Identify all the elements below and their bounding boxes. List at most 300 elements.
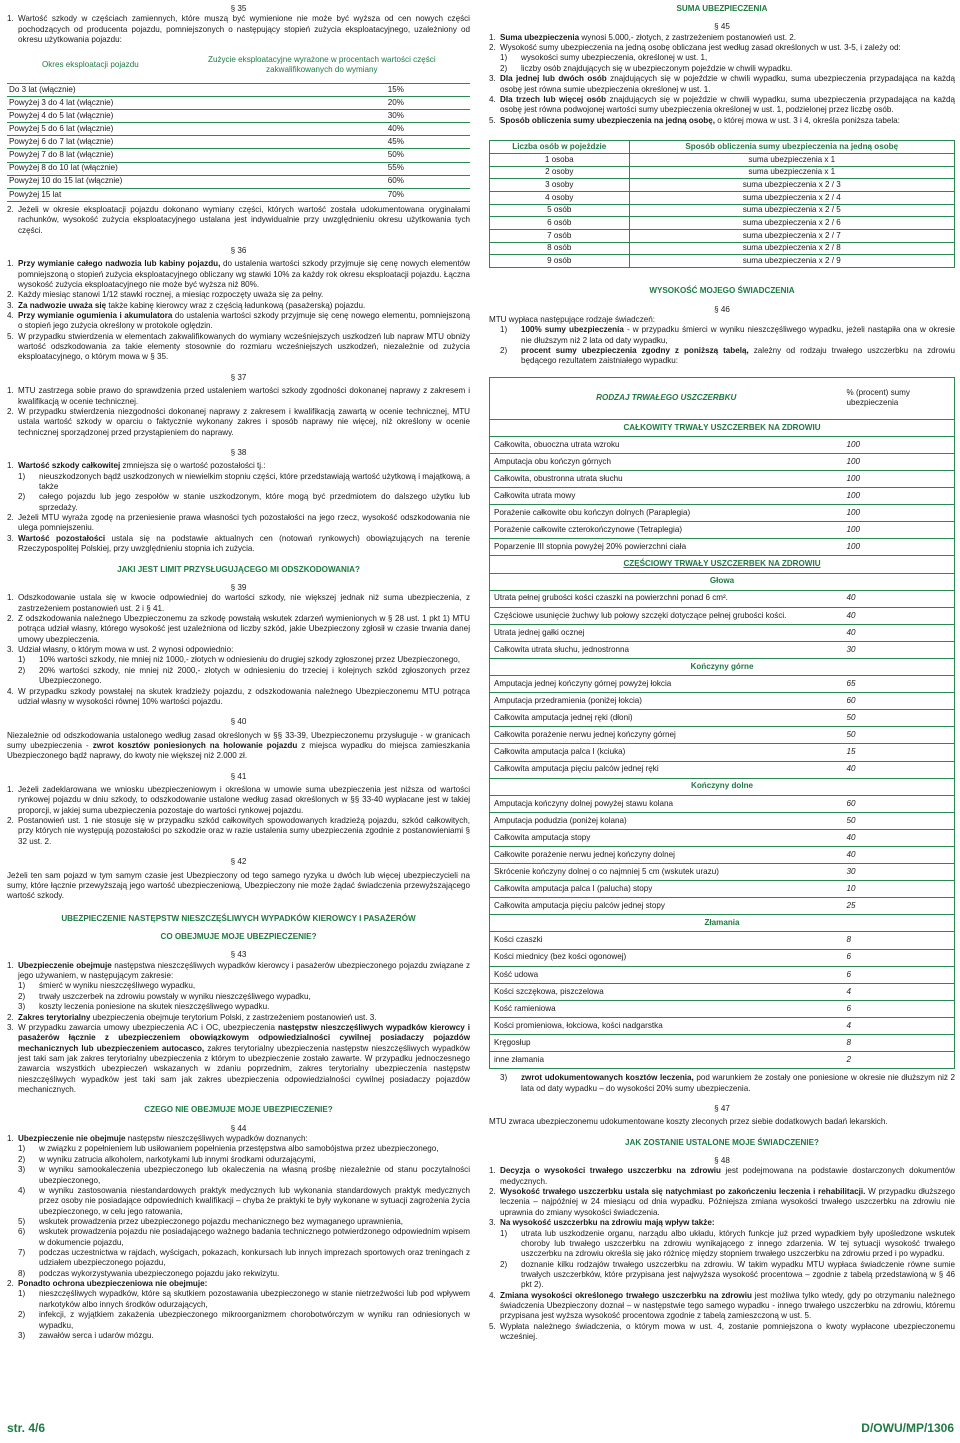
table-row (490, 505, 955, 522)
para-46-2-bold: procent sumy ubezpieczenia zgodny z poniższą tabelą, (521, 345, 749, 355)
table-row (490, 242, 955, 255)
wear-percent-cell: 45% (174, 136, 470, 149)
para-45-2: Wysokość sumy ubezpieczenia na jedną osobę obliczana jest według zasad określonych w ust. 3-5, i zależy od: (500, 43, 901, 53)
injury-percent-cell: 40 (843, 624, 955, 641)
injury-percent-cell: 2 (843, 1052, 955, 1069)
table-row (490, 217, 955, 230)
para-46-3-bold: zwrot udokumentowanych kosztów leczenia, (521, 1073, 694, 1083)
section-45-heading: § 45 (714, 22, 730, 32)
para-48-2: W przypadku dłuższego leczenia – najpóźniej w 24 miesiącu od dnia wypadku. Późniejsza zmiana wysokości trwałego uszczerbku na zdrowiu nie uprawnia do zmiany wysokości świadczenia. (500, 1187, 955, 1217)
wear-percent-cell: 50% (174, 149, 470, 162)
para-46-1-bold: 100% sumy ubezpieczenia (521, 325, 624, 335)
table-row (490, 436, 955, 453)
para-37-2: W przypadku stwierdzenia niezgodności dokonanej naprawy z zakresem i kwalifikacją zawartą w ocenie technicznej, MTU ustala wartość szkody w oparciu o faktycznie wykonany zakres i sposób naprawy nie więcej, niż określony w ocenie technicznej sporządzonej przed przystąpieniem do naprawy. (18, 406, 470, 437)
para-37-1: MTU zastrzega sobie prawo do sprawdzenia przed ustaleniem wartości szkody zgodności dokonanej naprawy z zakresem i kwalifikacją w ocenie technicznej. (18, 386, 470, 406)
list-item (7, 1289, 470, 1310)
injury-percent-cell: 40 (843, 607, 955, 624)
para-42: Jeżeli ten sam pojazd w tym samym czasie jest Ubezpieczony od tego samego ryzyka u dwóch lub więcej ubezpieczycieli na sumy, które łącznie przewyższają jego wartość ubezpieczeniową, Ubezpieczony nie może żądać świadczenia przewyższającego wartość szkody. (7, 870, 470, 901)
wear-period-cell: Powyżej 5 do 6 lat (włącznie) (7, 123, 174, 136)
persons-count-cell: 8 osób (490, 242, 630, 255)
table-row (490, 230, 955, 243)
injury-type-cell: Całkowita amputacja pięciu palców jednej stopy (490, 898, 843, 915)
persons-count-cell: 4 osoby (490, 192, 630, 205)
table-row (490, 881, 955, 898)
para-43-3c: zakres terytorialny ubezpieczenia następstw nieszczęśliwych wypadków jest taki sam jak zakres terytorialny ubezpieczenia z którym to ubezpieczenie zostało zawarte. W przypadku jednoczesnego zawarcia wszystkich ubezpieczeń wskazanych w zdaniu poprzednim, zakres terytorialny ubezpieczenia następstw nieszczęśliwych wypadków jest taki sam jak zakres ubezpieczenia odpowiedzialności cywilnej posiadaczy pojazdów mechanicznych. (18, 1043, 470, 1095)
injury-section-label: CAŁKOWITY TRWAŁY USZCZERBEK NA ZDROWIU (490, 419, 955, 436)
persons-method-cell: suma ubezpieczenia x 2 / 8 (629, 242, 955, 255)
injury-type-cell: Amputacja przedramienia (poniżej łokcia) (490, 693, 843, 710)
section-42-heading: § 42 (230, 857, 247, 867)
injury-type-cell: Utrata pełnej grubości kości czaszki na powierzchni ponad 6 cm². (490, 590, 843, 607)
list-item-number: 6) (18, 1227, 26, 1237)
injury-type-cell: Całkowita, obuoczna utrata wzroku (490, 436, 843, 453)
para-38-1-bold: Wartość szkody całkowitej (18, 461, 121, 471)
injury-type-cell: Poparzenie III stopnia powyżej 20% powierzchni ciała (490, 539, 843, 556)
injury-percent-cell: 30 (843, 641, 955, 658)
injury-percent-cell: 50 (843, 727, 955, 744)
para-48-3-bold: Na wysokość uszczerbku na zdrowiu mają wpływ także: (500, 1218, 715, 1228)
para-44-1-bold: Ubezpieczenie nie obejmuje (18, 1134, 126, 1144)
document-code: D/OWU/MP/1306 (861, 1421, 954, 1435)
persons-count-cell: 7 osób (490, 230, 630, 243)
table-row (490, 829, 955, 846)
para-38-1-item-1: nieuszkodzonych bądź uszkodzonych w niewielkim stopniu części, które przedstawiają wartość użytkową i majątkową, a także (39, 471, 470, 492)
injury-percent-cell: 65 (843, 676, 955, 693)
injury-percent-cell: 40 (843, 847, 955, 864)
list-item (7, 1248, 470, 1269)
injury-section-label: Głowa (490, 573, 955, 590)
injury-percent-cell: 100 (843, 505, 955, 522)
table-row (490, 153, 955, 166)
wear-table-header-wear: Zużycie eksploatacyjne wyrażone w procentach wartości części zakwalifikowanych do wymiany (174, 47, 470, 83)
injury-table-header-percent: % (procent) sumy ubezpieczenia (843, 377, 955, 419)
para-36-5: W przypadku stwierdzenia w elementach zakwalifikowanych do wymiany wcześniejszych uszkodzeń lub napraw MTU obniży wartość odszkodowania za takie elementy stosownie do rozmiaru wcześniejszych uszkodzeń, niezależnie od zużycia eksploatacyjnego, o którym mowa w § 35. (18, 331, 470, 362)
table-row (490, 453, 955, 470)
injury-type-cell: Kręgosłup (490, 1035, 843, 1052)
injury-percent-cell: 100 (843, 539, 955, 556)
wear-percent-cell: 20% (174, 97, 470, 110)
table-row (490, 470, 955, 487)
table-row (490, 192, 955, 205)
table-row (490, 966, 955, 983)
injury-type-cell: inne złamania (490, 1052, 843, 1069)
wear-period-cell: Powyżej 10 do 15 lat (włącznie) (7, 175, 174, 188)
para-45-3: znajdujących się w pojeździe w chwili wypadku, suma ubezpieczenia przypadająca na każdą osobę jest równa sumie ubezpieczenia określonej w ust. 1. (500, 74, 956, 94)
table-section-row (490, 778, 955, 795)
heading-benefit: WYSOKOŚĆ MOJEGO ŚWIADCZENIA (649, 286, 795, 296)
para-43-1-item-2: trwały uszczerbek na zdrowiu powstały w wyniku nieszczęśliwego wypadku, (39, 991, 311, 1001)
list-item-number: 2) (18, 1154, 26, 1164)
table-section-row (490, 573, 955, 590)
injury-percent-cell: 50 (843, 710, 955, 727)
para-44-2-list (7, 1289, 470, 1341)
para-36-4-bold: Przy wymianie ogumienia i akumulatora (18, 311, 173, 321)
para-43-3a: W przypadku zawarcia umowy ubezpieczenia AC i OC, ubezpieczenia (18, 1022, 279, 1032)
heading-determination: JAK ZOSTANIE USTALONE MOJE ŚWIADCZENIE? (625, 1137, 819, 1147)
para-48-4: jest możliwa tylko wtedy, gdy po otrzymaniu należnego świadczenia Ubezpieczony doznał – w następstwie tego samego wypadku - innego trwałego uszczerbku na zdrowiu, któremu przypisana jest wyższa wysokość procentowa zgodnie z tabelą zamieszczoną w ust. 5. (500, 1290, 955, 1321)
list-item-number: 4) (18, 1185, 26, 1195)
injury-type-cell: Całkowita amputacja palca I (palucha) stopy (490, 881, 843, 898)
list-item-text: wskutek prowadzenia przez ubezpieczonego pojazdu mechanicznego bez wymaganego uprawnienia, (39, 1216, 403, 1226)
wear-percent-cell: 15% (174, 83, 470, 96)
table-row (7, 162, 470, 175)
para-39-3-item-2: 20% wartości szkody, nie mniej niż 2000,- złotych w odniesieniu do trzeciej i kolejnych szkód zgłoszonych przez Ubezpieczonego. (39, 665, 470, 686)
injury-table-body (490, 377, 955, 1069)
persons-method-cell: suma ubezpieczenia x 2 / 3 (629, 179, 955, 192)
injury-percent-cell: 60 (843, 693, 955, 710)
table-row (490, 693, 955, 710)
table-row (490, 1052, 955, 1069)
list-item (7, 1217, 470, 1227)
para-41-1: Jeżeli zadeklarowana we wniosku ubezpieczeniowym i określona w umowie suma ubezpieczenia jest niższa od wartości rynkowej pojazdu w dniu szkody, to odszkodowanie ustalone według zasad określonych w §§ 33-40 wypłacane jest w takiej proporcji, w jakiej suma ubezpieczenia pozostaje do wartości rynkowej pojazdu. (18, 785, 470, 815)
injury-percent-cell: 4 (843, 1017, 955, 1034)
para-48-1: jest podejmowana na podstawie dostarczonych dokumentów medycznych. (500, 1166, 956, 1186)
injury-percent-cell: 6 (843, 949, 955, 966)
para-38-1-item-2: całego pojazdu lub jego zespołów w stanie uszkodzonym, które mogą być przedmiotem do dalszego użytku lub sprzedaży. (39, 492, 470, 512)
persons-method-cell: suma ubezpieczenia x 2 / 5 (629, 204, 955, 217)
list-item-number: 7) (18, 1248, 26, 1258)
injury-percent-cell: 100 (843, 522, 955, 539)
table-row (7, 175, 470, 188)
para-46-2: zależny od rodzaju trwałego uszczerbku na zdrowiu będącego rezultatem zaistniałego wypadku: (521, 345, 955, 366)
injury-type-cell: Kość udowa (490, 966, 843, 983)
injury-type-cell: Całkowita amputacja stopy (490, 829, 843, 846)
list-item (7, 1144, 470, 1154)
injury-section-label: Kończyny dolne (490, 778, 955, 795)
list-item (7, 1227, 470, 1248)
table-row (490, 1000, 955, 1017)
injury-percent-cell: 100 (843, 436, 955, 453)
para-38-3: ustala się na podstawie aktualnych cen (notowań rynkowych) obowiązujących na terenie Rzeczypospolitej Polskiej, przy uwzględnieniu stopnia ich zużycia. (18, 533, 470, 554)
persons-method-cell: suma ubezpieczenia x 2 / 6 (629, 217, 955, 230)
list-item (7, 1310, 470, 1331)
para-44-1-list (7, 1144, 470, 1279)
injury-percent-cell: 100 (843, 453, 955, 470)
table-row (490, 590, 955, 607)
list-item (7, 1155, 470, 1165)
wear-table-header-period: Okres eksploatacji pojazdu (7, 47, 174, 83)
para-36-1-bold: Przy wymianie całego nadwozia lub kabiny pojazdu, (18, 259, 221, 269)
table-row (7, 110, 470, 123)
table-row (490, 179, 955, 192)
list-item-text: w związku z popełnieniem lub usiłowaniem popełnienia przestępstwa albo samobójstwa przez ubezpieczonego, (39, 1144, 439, 1154)
para-38-3-bold: Wartość pozostałości (18, 533, 106, 543)
para-35-1: Wartość szkody w częściach zamiennych, które muszą być wymienione nie może być wyższa od cen nowych części pochodzących od producenta pojazdu, pomniejszonych o następujący stopień zużycia eksploatacyjnego, uzależniony od okresu użytkowania pojazdu: (18, 14, 470, 45)
wear-percent-cell: 55% (174, 162, 470, 175)
table-row (490, 932, 955, 949)
para-45-4-bold: Dla trzech lub więcej osób (500, 94, 607, 104)
wear-period-cell: Powyżej 3 do 4 lat (włącznie) (7, 97, 174, 110)
wear-period-cell: Powyżej 7 do 8 lat (włącznie) (7, 149, 174, 162)
table-row (490, 744, 955, 761)
table-row (490, 522, 955, 539)
injury-type-cell: Amputacja podudzia (poniżej kolana) (490, 812, 843, 829)
injury-table (489, 377, 955, 1070)
para-48-4-bold: Zmiana wysokości określonego trwałego uszczerbku na zdrowiu (500, 1290, 752, 1300)
table-row (490, 761, 955, 778)
para-48-2-bold: Wysokość trwałego uszczerbku ustala się natychmiast po zakończeniu leczenia i rehabilitacji. (500, 1187, 866, 1197)
section-44-heading: § 44 (230, 1123, 247, 1133)
page-number: str. 4/6 (7, 1421, 46, 1435)
para-48-3-item-2: doznanie kilku rodzajów trwałego uszczerbku na zdrowiu. W takim wypadku MTU wypłaca świadczenie równe sumie trwałych uszczerbków, które przypisana jest najwyższa wysokość procentowa – zgodnie z tabelą przedstawioną w § 46 pkt 2). (521, 1259, 955, 1290)
injury-type-cell: Całkowita porażenie nerwu jednej kończyny górnej (490, 727, 843, 744)
para-43-1-item-1: śmierć w wyniku nieszczęśliwego wypadku, (39, 981, 196, 991)
table-row (490, 624, 955, 641)
table-row (490, 1035, 955, 1052)
injury-percent-cell: 8 (843, 1035, 955, 1052)
para-39-3-item-1: 10% wartości szkody, nie mniej niż 1000,- złotych w odniesieniu do drugiej szkody zgłoszonej przez Ubezpieczonego, (39, 655, 460, 665)
persons-table (489, 140, 955, 268)
injury-type-cell: Całkowita amputacja jednej ręki (dłoni) (490, 710, 843, 727)
table-row (490, 864, 955, 881)
injury-type-cell: Skrócenie kończyny dolnej o co najmniej 5 cm (wskutek urazu) (490, 864, 843, 881)
injury-percent-cell: 25 (843, 898, 955, 915)
injury-percent-cell: 8 (843, 932, 955, 949)
injury-percent-cell: 40 (843, 590, 955, 607)
injury-percent-cell: 6 (843, 966, 955, 983)
table-section-row (490, 556, 955, 573)
list-item-text: podczas wykorzystywania ubezpieczonego pojazdu jako rekwizytu. (39, 1268, 280, 1278)
wear-table-body (7, 83, 470, 201)
right-column: SUMA UBEZPIECZENIA § 45 1. Suma ubezpieczenia wynosi 5.000,- złotych, z zastrzeżeniem postanowień ust. 2. 2. Wysokość sumy ubezpieczenia na jedną osobę obliczana jest według zasad określonych w ust. 3-5, i zależy od: 1) wysokości sumy ubezpieczenia, określonej w ust. 1, 2) liczby osób znajdujących się w ubezpieczonym pojeździe w chwili wypadku. 3. Dla jednej lub dwóch osób znajdujących się w pojeździe w chwili wypadku, suma ubezpieczenia przypadająca na każdą osobę jest równa sumie ubezpieczenia określonej w ust. 1. 4. Dla trzech lub więcej osób znajdujących się w pojeździe w chwili wypadku, suma ubezpieczenia przypadająca na każdą osobę jest równa podwojonej wartości sumy ubezpieczenia określonej w ust. 1, podzielonej przez liczbę osób. 5. Sposób obliczenia sumy ubezpieczenia na jedną osobę, o której mowa w ust. 3 i 4, określa poniższa tabela: Liczba osób w pojeździe Sposób obliczenia sumy ubezpieczenia na jedną osobę 1 osoba suma ubezpieczenia x 1 2 osoby suma ubezpieczenia x 1 3 osoby suma ubezpieczenia x 2 / 3 4 osoby suma ubezpieczenia x 2 / 4 5 osób suma ubezpieczenia x 2 / 5 6 osób suma ubezpieczenia x 2 / 6 7 osób suma ubezpieczenia x 2 / 7 8 osób suma ubezpieczenia x 2 / 8 9 osób suma ubezpieczenia x 2 / 9 WYSOKOŚĆ MOJEGO ŚWIADCZENIA § 46 MTU wypłaca następujące rodzaje świadczeń: 1) 100% sumy ubezpieczenia - w przypadku śmierci w wyniku nieszczęśliwego wypadku, jeżeli nastąpiła ona w okresie nie dłuższym niż 2 lata od daty wypadku, 2) procent sumy ubezpieczenia zgodny z poniższą tabelą, zależny od rodzaju trwałego uszczerbku na zdrowiu będącego rezultatem zaistniałego wypadku: RODZAJ TRWAŁEGO USZCZERBKU % (procent) sumy ubezpieczenia CAŁKOWITY TRWAŁY USZCZERBEK NA ZDROWIU Całkowita, obuoczna utrata wzroku 100 Amputacja obu kończyn górnych 100 Całkowita, obustronna utrata słuchu 100 Całkowita utrata mowy 100 Porażenie całkowite obu kończyn dolnych (Paraplegia) 100 Porażenie całkowite czterokończynowe (Tetraplegia) 100 Poparzenie III stopnia powyżej 20% powierzchni ciała 100 CZĘŚCIOWY TRWAŁY USZCZERBEK NA ZDROWIU Głowa Utrata pełnej grubości kości czaszki na powierzchni ponad 6 cm². 40 Częściowe usunięcie żuchwy lub połowy szczęki dotyczące pełnej grubości kości. 40 Utrata jednej gałki ocznej 40 Całkowita utrata słuchu, jednostronna 30 Kończyny górne Amputacja jednej kończyny górnej powyżej łokcia 65 Amputacja przedramienia (poniżej łokcia) 60 Całkowita amputacja jednej ręki (dłoni) 50 Całkowita porażenie nerwu jednej kończyny górnej 50 Całkowita amputacja palca I (kciuka) 15 Całkowita amputacja pięciu palców jednej ręki 40 Kończyny dolne Amputacja kończyny dolnej powyżej stawu kolana 60 Amputacja podudzia (poniżej kolana) 50 Całkowita amputacja stopy 40 Całkowite porażenie nerwu jednej kończyny dolnej 40 Skrócenie kończyny dolnej o co najmniej 5 cm (wskutek urazu) 30 Całkowita amputacja palca I (palucha) stopy 10 Całkowita amputacja pięciu palców jednej stopy 25 Złamania Kości czaszki 8 Kości miednicy (bez kości ogonowej) 6 Kość udowa 6 Kości szczękowa, piszczelowa 4 Kość ramieniowa 6 Kości promieniowa, łokciowa, kości nadgarstka 4 Kręgosłup 8 inne złamania 2 3) zwrot udokumentowanych kosztów leczenia, pod warunkiem że zostały one poniesione w okresie nie dłuższym niż 2 lata od daty wypadku – do wysokości 20% sumy ubezpieczenia. § 47 MTU zwraca ubezpieczonemu udokumentowane koszty zleconych przez siebie dodatkowych badań lekarskich. JAK ZOSTANIE USTALONE MOJE ŚWIADCZENIE? § 48 1. Decyzja o wysokości trwałego uszczerbku na zdrowiu jest podejmowana na podstawie dostarczonych dokumentów medycznych. 2. Wysokość trwałego uszczerbku ustala się natychmiast po zakończeniu leczenia i rehabilitacji. W przypadku dłuższego leczenia – najpóźniej w 24 miesiącu od dnia wypadku. Późniejsza zmiana wysokości trwałego uszczerbku na zdrowiu nie uprawnia do zmiany wysokości świadczenia. 3. Na wysokość uszczerbku na zdrowiu mają wpływ także: 1) utrata lub uszkodzenie organu, narządu albo układu, których funkcje już przed wypadkiem były upośledzone wskutek choroby lub trwałego uszczerbku na zdrowiu wynikającego z innego zdarzenia. W tej sytuacji wysokość trwałego uszczerbku na zdrowiu określa się jako różnicę między stopniem trwałego uszczerbku na zdrowiu przed i po wypadku. 2) doznanie kilku rodzajów trwałego uszczerbku na zdrowiu. W takim wypadku MTU wypłaca świadczenie równe sumie trwałych uszczerbków, które przypisana jest najwyższa wysokość procentowa – zgodnie z tabelą przedstawioną w § 46 pkt 2). 4. Zmiana wysokości określonego trwałego uszczerbku na zdrowiu jest możliwa tylko wtedy, gdy po otrzymaniu należnego świadczenia Ubezpieczony doznał – w następstwie tego samego wypadku - innego trwałego uszczerbku na zdrowiu, któremu przypisana jest wyższa wysokość procentowa zgodnie z tabelą zamieszczoną w ust. 5. 5. Wypłata należnego świadczenia, o którym mowa w ust. 4, zostanie pomniejszona o kwoty wypłacone ubezpieczonemu wcześniej. (489, 4, 956, 1342)
para-39-1: Odszkodowanie ustala się w kwocie odpowiedniej do wartości szkody, nie większej jednak niż suma ubezpieczenia, z zastrzeżeniem postanowień ust. 2 i § 41. (18, 593, 470, 613)
injury-percent-cell: 4 (843, 983, 955, 1000)
para-39-3: Udział własny, o którym mowa w ust. 2 wynosi odpowiednio: (18, 645, 234, 655)
injury-percent-cell: 40 (843, 829, 955, 846)
wear-percent-cell: 60% (174, 175, 470, 188)
list-item-number: 3) (18, 1165, 26, 1175)
list-item-text: podczas uczestnictwa w rajdach, wyścigach, pokazach, konkursach lub innych imprezach sportowych oraz treningach z udziałem ubezpieczonego pojazdu, (39, 1248, 470, 1268)
persons-count-cell: 2 osoby (490, 166, 630, 179)
injury-percent-cell: 40 (843, 761, 955, 778)
wear-percent-cell: 40% (174, 123, 470, 136)
injury-type-cell: Amputacja jednej kończyny górnej powyżej łokcia (490, 676, 843, 693)
section-46-heading: § 46 (714, 304, 730, 314)
table-row (7, 188, 470, 201)
para-36-1: do ustalenia wartości szkody przyjmuje się cenę nowych elementów pomniejszoną o stopień zużycia eksploatacyjnego obliczany wg stawki 10% za każdy rok okresu eksploatacji pojazdu. Łączna wysokość zużycia eksploatacyjnego nie może być wyższa niż 80%. (18, 259, 470, 289)
heading-exclusions: CZEGO NIE OBEJMUJE MOJE UBEZPIECZENIE? (144, 1105, 333, 1115)
heading-limit: JAKI JEST LIMIT PRZYSŁUGUJĄCEGO MI ODSZKODOWANIA? (117, 564, 360, 574)
table-row (7, 123, 470, 136)
injury-type-cell: Całkowite porażenie nerwu jednej kończyny dolnej (490, 847, 843, 864)
list-item-number: 5) (18, 1216, 26, 1226)
para-44-2-bold: Ponadto ochrona ubezpieczeniowa nie obejmuje: (18, 1279, 208, 1289)
para-36-2: Każdy miesiąc stanowi 1/12 stawki rocznej, a miesiąc rozpoczęty uważa się za pełny. (18, 290, 324, 300)
injury-type-cell: Całkowita utrata słuchu, jednostronna (490, 641, 843, 658)
injury-section-label: Kończyny górne (490, 658, 955, 675)
para-39-4: W przypadku szkody powstałej na skutek kradzieży pojazdu, z odszkodowania należnego Ubezpieczonemu MTU potrąca udział własny w wysokości równej 10% wartości pojazdu. (18, 686, 470, 706)
section-41-heading: § 41 (230, 771, 247, 781)
para-41-2: Postanowień ust. 1 nie stosuje się w przypadku szkód całkowitych spowodowanych kradzieżą pojazdu, szkód całkowitych, przy których nie występują pozostałości po szkodzie oraz w razie ustalenia sumy ubezpieczenia zgodnie z postanowieniami § 32 ust. 2. (18, 816, 470, 846)
injury-percent-cell: 30 (843, 864, 955, 881)
section-35-heading: § 35 (230, 4, 247, 13)
injury-type-cell: Całkowita utrata mowy (490, 488, 843, 505)
injury-type-cell: Utrata jednej gałki ocznej (490, 624, 843, 641)
injury-percent-cell: 100 (843, 488, 955, 505)
persons-method-cell: suma ubezpieczenia x 1 (629, 166, 955, 179)
table-row (490, 847, 955, 864)
list-item-number: 2) (18, 1310, 26, 1320)
persons-count-cell: 9 osób (490, 255, 630, 268)
injury-type-cell: Porażenie całkowite obu kończyn dolnych (Paraplegia) (490, 505, 843, 522)
list-item (7, 1269, 470, 1279)
injury-type-cell: Kości szczękowa, piszczelowa (490, 983, 843, 1000)
para-45-1: wynosi 5.000,- złotych, z zastrzeżeniem postanowień ust. 2. (579, 32, 797, 42)
para-45-1-bold: Suma ubezpieczenia (500, 32, 580, 42)
para-36-3-bold: Za nadwozie uważa się (18, 300, 107, 310)
list-item-text: infekcji, z wyjątkiem zakażenia ubezpieczonego mikroorganizmem chorobotwórczym w wyniku ran odniesionych w wypadku, (39, 1310, 470, 1330)
table-row (490, 255, 955, 268)
para-45-2-item-1: wysokości sumy ubezpieczenia, określonej w ust. 1, (521, 53, 708, 63)
para-45-5-bold: Sposób obliczenia sumy ubezpieczenia na jedną osobę, (500, 115, 715, 125)
persons-method-cell: suma ubezpieczenia x 2 / 4 (629, 192, 955, 205)
para-45-3-bold: Dla jednej lub dwóch osób (500, 74, 607, 84)
injury-type-cell: Kości czaszki (490, 932, 843, 949)
persons-method-cell: suma ubezpieczenia x 1 (629, 153, 955, 166)
table-section-row (490, 658, 955, 675)
injury-section-label: CZĘŚCIOWY TRWAŁY USZCZERBEK NA ZDROWIU (490, 556, 955, 573)
wear-period-cell: Powyżej 8 do 10 lat (włącznie) (7, 162, 174, 175)
wear-period-cell: Powyżej 4 do 5 lat (włącznie) (7, 110, 174, 123)
para-43-2-bold: Zakres terytorialny (18, 1012, 91, 1022)
table-row (7, 136, 470, 149)
section-43-heading: § 43 (230, 950, 247, 960)
wear-table (7, 47, 470, 201)
table-section-row (490, 419, 955, 436)
para-36-3: także kabinę kierowcy wraz z częścią ładunkową (pasażerską) pojazdu. (106, 300, 366, 310)
para-36-4: do ustalenia wartości szkody przyjmuje się cenę nowego elementu, pomniejszoną o stopień jego zużycia określony w protokole oględzin. (18, 311, 470, 331)
section-36-heading: § 36 (230, 245, 247, 255)
para-48-3-item-1: utrata lub uszkodzenie organu, narządu albo układu, których funkcje już przed wypadkiem były upośledzone wskutek choroby lub trwałego uszczerbku na zdrowiu wynikającego z innego zdarzenia. W tej sytuacji wysokość trwałego uszczerbku na zdrowiu określa się jako różnicę między stopniem trwałego uszczerbku na zdrowiu przed i po wypadku. (521, 1228, 955, 1259)
para-44-1: następstw nieszczęśliwych wypadków doznanych: (125, 1134, 308, 1144)
table-row (490, 1017, 955, 1034)
list-item-number: 3) (18, 1330, 26, 1340)
para-43-1-item-3: koszty leczenia poniesione na skutek nieszczęśliwego wypadku. (39, 1002, 270, 1012)
para-43-3-bold: następstw nieszczęśliwych wypadków kierowcy i pasażerów łącznie z ubezpieczeniem obowiązkowym odpowiedzialności cywilnej posiadaczy pojazdów mechanicznych lub ubezpieczeniem autocasco, (18, 1022, 470, 1053)
para-35-2: Jeżeli w okresie eksploatacji pojazdu dokonano wymiany części, których wartość została udokumentowana oryginałami rachunków, wysokość zużycia eksploatacyjnego ustalana jest indywidualnie przy uwzględnieniu okresu użytkowania tych części. (18, 204, 470, 235)
table-row (490, 607, 955, 624)
table-row (490, 812, 955, 829)
wear-percent-cell: 70% (174, 188, 470, 201)
table-row (490, 166, 955, 179)
para-46-1: - w przypadku śmierci w wyniku nieszczęśliwego wypadku, jeżeli nastąpiła ona w okresie nie dłuższym niż 2 lata od daty wypadku, (521, 325, 955, 345)
persons-table-body (490, 153, 955, 267)
table-section-row (490, 915, 955, 932)
table-row (490, 727, 955, 744)
injury-type-cell: Amputacja kończyny dolnej powyżej stawu kolana (490, 795, 843, 812)
list-item-number: 1) (18, 1144, 26, 1154)
injury-type-cell: Kości miednicy (bez kości ogonowej) (490, 949, 843, 966)
para-48-5: Wypłata należnego świadczenia, o którym mowa w ust. 4, zostanie pomniejszona o kwoty wypłacone ubezpieczonemu wcześniej. (500, 1321, 955, 1342)
table-row (7, 97, 470, 110)
list-item-number: 8) (18, 1268, 26, 1278)
para-47: MTU zwraca ubezpieczonemu udokumentowane koszty zleconych przez siebie dodatkowych badań lekarskich. (489, 1117, 888, 1127)
persons-count-cell: 1 osoba (490, 153, 630, 166)
persons-method-cell: suma ubezpieczenia x 2 / 7 (629, 230, 955, 243)
heading-coverage: CO OBEJMUJE MOJE UBEZPIECZENIE? (160, 931, 317, 941)
injury-type-cell: Całkowita amputacja pięciu palców jednej ręki (490, 761, 843, 778)
table-row (490, 204, 955, 217)
section-37-heading: § 37 (230, 372, 247, 382)
list-item-text: w wyniku zastosowania niestandardowych praktyk medycznych lub wykonania standardowych praktyk medycznych przez osoby nie posiadające odpowiednich kwalifikacji – chyba że praktyki te były wykonane w sytuacji zagrożenia życia ubezpieczonego, w celu jego ratowania, (39, 1185, 470, 1216)
persons-table-header-method: Sposób obliczenia sumy ubezpieczenia na jedną osobę (629, 140, 955, 153)
wear-percent-cell: 30% (174, 110, 470, 123)
para-43-2: ubezpieczenia obejmuje terytorium Polski, z zastrzeżeniem postanowień ust. 3. (90, 1012, 377, 1022)
list-item-text: w wyniku zatrucia alkoholem, narkotykami lub innymi środkami odurzającymi, (39, 1154, 316, 1164)
injury-type-cell: Całkowita, obustronna utrata słuchu (490, 470, 843, 487)
para-43-1-bold: Ubezpieczenie obejmuje (18, 960, 112, 970)
list-item (7, 1186, 470, 1217)
para-38-2: Jeżeli MTU wyraża zgodę na przeniesienie prawa własności tych pozostałości na jego rzecz, wysokość odszkodowania nie ulega pomniejszeniu. (18, 513, 470, 533)
heading-nnw: UBEZPIECZENIE NASTĘPSTW NIESZCZĘŚLIWYCH WYPADKÓW KIEROWCY I PASAŻERÓW (61, 913, 416, 923)
injury-section-label: Złamania (490, 915, 955, 932)
injury-percent-cell: 100 (843, 470, 955, 487)
persons-count-cell: 3 osoby (490, 179, 630, 192)
wear-period-cell: Powyżej 6 do 7 lat (włącznie) (7, 136, 174, 149)
table-row (490, 676, 955, 693)
table-row (490, 898, 955, 915)
injury-percent-cell: 50 (843, 812, 955, 829)
para-38-1: zmniejsza się o wartość pozostałości tj.: (120, 461, 266, 471)
para-48-1-bold: Decyzja o wysokości trwałego uszczerbku na zdrowiu (500, 1166, 721, 1176)
table-row (7, 83, 470, 96)
persons-count-cell: 5 osób (490, 204, 630, 217)
injury-type-cell: Częściowe usunięcie żuchwy lub połowy szczęki dotyczące pełnej grubości kości. (490, 607, 843, 624)
section-38-heading: § 38 (230, 447, 247, 457)
table-row (490, 983, 955, 1000)
list-item-text: zawałów serca i udarów mózgu. (39, 1330, 154, 1340)
heading-sum: SUMA UBEZPIECZENIA (676, 4, 768, 13)
table-row (490, 539, 955, 556)
wear-period-cell: Powyżej 15 lat (7, 188, 174, 201)
para-40: Niezależnie od odszkodowania ustalonego według zasad określonych w §§ 33-39, Ubezpieczonemu przysługuje - w granicach sumy ubezpieczenia - zwrot kosztów poniesionych na holowanie pojazdu z miejsca wypadku do miejsca zamieszkania Ubezpieczonego bądź naprawy, do kwoty nie większej niż 2.000 zł. (7, 730, 471, 761)
table-row (490, 710, 955, 727)
injury-percent-cell: 60 (843, 795, 955, 812)
injury-type-cell: Całkowita amputacja palca I (kciuka) (490, 744, 843, 761)
table-row (490, 488, 955, 505)
injury-type-cell: Amputacja obu kończyn górnych (490, 453, 843, 470)
para-45-2-item-2: liczby osób znajdujących się w ubezpieczonym pojeździe w chwili wypadku. (521, 63, 793, 73)
table-row (490, 795, 955, 812)
table-row (7, 149, 470, 162)
list-item-number: 1) (18, 1289, 26, 1299)
list-item-text: w wyniku samookaleczenia ubezpieczonego lub okaleczenia na własną prośbę niezależnie od stanu poczytalności ubezpieczonego, (39, 1165, 470, 1185)
injury-percent-cell: 10 (843, 881, 955, 898)
para-45-5: o której mowa w ust. 3 i 4, określa poniższa tabela: (714, 115, 900, 125)
injury-type-cell: Porażenie całkowite czterokończynowe (Tetraplegia) (490, 522, 843, 539)
para-46: MTU wypłaca następujące rodzaje świadczeń: (489, 314, 656, 324)
section-39-heading: § 39 (230, 582, 247, 592)
injury-type-cell: Kości promieniowa, łokciowa, kości nadgarstka (490, 1017, 843, 1034)
persons-count-cell: 6 osób (490, 217, 630, 230)
section-47-heading: § 47 (714, 1103, 730, 1113)
wear-period-cell: Do 3 lat (włącznie) (7, 83, 174, 96)
para-39-2: Z odszkodowania należnego Ubezpieczonemu za szkodę powstałą wskutek zdarzeń wymienionych w § 28 ust. 1 pkt 1) MTU potrąca udział własny, którego wysokość jest uzależniona od liczby szkód, jakie Ubezpieczony zgłosił w czasie trwania danej umowy ubezpieczenia. (18, 614, 470, 644)
left-column: § 35 1. Wartość szkody w częściach zamiennych, które muszą być wymienione nie może być wyższa od cen nowych części pochodzących od producenta pojazdu, pomniejszonych o następujący stopień zużycia eksploatacyjnego, uzależniony od okresu użytkowania pojazdu: Okres eksploatacji pojazdu Zużycie eksploatacyjne wyrażone w procentach wartości części zakwalifikowanych do wymiany Do 3 lat (włącznie) 15% Powyżej 3 do 4 lat (włącznie) 20% Powyżej 4 do 5 lat (włącznie) 30% Powyżej 5 do 6 lat (włącznie) 40% Powyżej 6 do 7 lat (włącznie) 45% Powyżej 7 do 8 lat (włącznie) 50% Powyżej 8 do 10 lat (włącznie) 55% Powyżej 10 do 15 lat (włącznie) 60% Powyżej 15 lat 70% 2. Jeżeli w okresie eksploatacji pojazdu dokonano wymiany części, których wartość została udokumentowana oryginałami rachunków, wysokość zużycia eksploatacyjnego ustalana jest indywidualnie przy uwzględnieniu okresu użytkowania tych części. § 36 1. Przy wymianie całego nadwozia lub kabiny pojazdu, do ustalenia wartości szkody przyjmuje się cenę nowych elementów pomniejszoną o stopień zużycia eksploatacyjnego obliczany wg stawki 10% za każdy rok okresu eksploatacji pojazdu. Łączna wysokość zużycia eksploatacyjnego nie może być wyższa niż 80%. 2. Każdy miesiąc stanowi 1/12 stawki rocznej, a miesiąc rozpoczęty uważa się za pełny. 3. Za nadwozie uważa się także kabinę kierowcy wraz z częścią ładunkową (pasażerską) pojazdu. 4. Przy wymianie ogumienia i akumulatora do ustalenia wartości szkody przyjmuje się cenę nowego elementu, pomniejszoną o stopień jego zużycia określony w protokole oględzin. 5. W przypadku stwierdzenia w elementach zakwalifikowanych do wymiany wcześniejszych uszkodzeń lub napraw MTU obniży wartość odszkodowania za takie elementy stosownie do rozmiaru wcześniejszych uszkodzeń, niezależnie od zużycia eksploatacyjnego, o którym mowa w § 35. § 37 1. MTU zastrzega sobie prawo do sprawdzenia przed ustaleniem wartości szkody zgodności dokonanej naprawy z zakresem i kwalifikacją w ocenie technicznej. 2. W przypadku stwierdzenia niezgodności dokonanej naprawy z zakresem i kwalifikacją zawartą w ocenie technicznej, MTU ustala wartość szkody w oparciu o faktycznie wykonany zakres i sposób naprawy nie więcej, niż określony w ocenie technicznej sporządzonej przed przystąpieniem do naprawy. § 38 1. Wartość szkody całkowitej zmniejsza się o wartość pozostałości tj.: 1) nieuszkodzonych bądź uszkodzonych w niewielkim stopniu części, które przedstawiają wartość użytkową i majątkową, a także 2) całego pojazdu lub jego zespołów w stanie uszkodzonym, które mogą być przedmiotem do dalszego użytku lub sprzedaży. 2. Jeżeli MTU wyraża zgodę na przeniesienie prawa własności tych pozostałości na jego rzecz, wysokość odszkodowania nie ulega pomniejszeniu. 3. Wartość pozostałości ustala się na podstawie aktualnych cen (notowań rynkowych) obowiązujących na terenie Rzeczypospolitej Polskiej, przy uwzględnieniu stopnia ich zużycia. JAKI JEST LIMIT PRZYSŁUGUJĄCEGO MI ODSZKODOWANIA? § 39 1. Odszkodowanie ustala się w kwocie odpowiedniej do wartości szkody, nie większej jednak niż suma ubezpieczenia, z zastrzeżeniem postanowień ust. 2 i § 41. 2. Z odszkodowania należnego Ubezpieczonemu za szkodę powstałą wskutek zdarzeń wymienionych w § 28 ust. 1 pkt 1) MTU potrąca udział własny, którego wysokość jest uzależniona od liczby szkód, jakie Ubezpieczony zgłosił w czasie trwania danej umowy ubezpieczenia. 3. Udział własny, o którym mowa w ust. 2 wynosi odpowiednio: 1) 10% wartości szkody, nie mniej niż 1000,- złotych w odniesieniu do drugiej szkody zgłoszonej przez Ubezpieczonego, 2) 20% wartości szkody, nie mniej niż 2000,- złotych w odniesieniu do trzeciej i kolejnych szkód zgłoszonych przez Ubezpieczonego. 4. W przypadku szkody powstałej na skutek kradzieży pojazdu, z odszkodowania należnego Ubezpieczonemu MTU potrąca udział własny w wysokości równej 10% wartości pojazdu. § 40 Niezależnie od odszkodowania ustalonego według zasad określonych w §§ 33-39, Ubezpieczonemu przysługuje - w granicach sumy ubezpieczenia - zwrot kosztów poniesionych na holowanie pojazdu z miejsca wypadku do miejsca zamieszkania Ubezpieczonego bądź naprawy, do kwoty nie większej niż 2.000 zł. § 41 1. Jeżeli zadeklarowana we wniosku ubezpieczeniowym i określona w umowie suma ubezpieczenia jest niższa od wartości rynkowej pojazdu w dniu szkody, to odszkodowanie ustalone według zasad określonych w §§ 33-40 wypłacane jest w takiej proporcji, w jakiej suma ubezpieczenia pozostaje do wartości rynkowej pojazdu. 2. Postanowień ust. 1 nie stosuje się w przypadku szkód całkowitych spowodowanych kradzieżą pojazdu, szkód całkowitych, przy których nie występują pozostałości po szkodzie oraz w razie ustalenia sumy ubezpieczenia zgodnie z postanowieniami § 32 ust. 2. § 42 Jeżeli ten sam pojazd w tym samym czasie jest Ubezpieczony od tego samego ryzyka u dwóch lub więcej ubezpieczycieli na sumy, które łącznie przewyższają jego wartość ubezpieczeniową, Ubezpieczony nie może żądać świadczenia przewyższającego wartość szkody. UBEZPIECZENIE NASTĘPSTW NIESZCZĘŚLIWYCH WYPADKÓW KIEROWCY I PASAŻERÓW CO OBEJMUJE MOJE UBEZPIECZENIE? § 43 1. Ubezpieczenie obejmuje następstwa nieszczęśliwych wypadków kierowcy i pasażerów ubezpieczonego pojazdu związane z jego używaniem, w następującym zakresie: 1) śmierć w wyniku nieszczęśliwego wypadku, 2) trwały uszczerbek na zdrowiu powstały w wyniku nieszczęśliwego wypadku, 3) koszty leczenia poniesione na skutek nieszczęśliwego wypadku. 2. Zakres terytorialny ubezpieczenia obejmuje terytorium Polski, z zastrzeżeniem postanowień ust. 3. 3. W przypadku zawarcia umowy ubezpieczenia AC i OC, ubezpieczenia następstw nieszczęśliwych wypadków kierowcy i pasażerów łącznie z ubezpieczeniem obowiązkowym odpowiedzialności cywilnej posiadaczy pojazdów mechanicznych lub ubezpieczeniem autocasco, zakres terytorialny ubezpieczenia następstw nieszczęśliwych wypadków jest taki sam jak zakres terytorialny ubezpieczenia z którym to ubezpieczenie zostało zawarte. W przypadku jednoczesnego zawarcia wszystkich ubezpieczeń wskazanych w zdaniu poprzednim, zakres terytorialny ubezpieczenia następstw nieszczęśliwych wypadków jest taki sam jak zakres ubezpieczenia odpowiedzialności cywilnej posiadaczy pojazdów mechanicznych. CZEGO NIE OBEJMUJE MOJE UBEZPIECZENIE? § 44 1. Ubezpieczenie nie obejmuje następstw nieszczęśliwych wypadków doznanych: 1) w związku z popełnieniem lub usiłowaniem popełnienia przestępstwa albo samobójstwa przez ubezpieczonego, 2) w wyniku zatrucia alkoholem, narkotykami lub innymi środkami odurzającymi, 3) w wyniku samookaleczenia ubezpieczonego lub okaleczenia na własną prośbę niezależnie od stanu poczytalności ubezpieczonego, 4) w wyniku zastosowania niestandardowych praktyk medycznych lub wykonania standardowych praktyk medycznych przez osoby nie posiadające odpowiednich kwalifikacji – chyba że praktyki te były wykonane w sytuacji zagrożenia życia ubezpieczonego, w celu jego ratowania, 5) wskutek prowadzenia przez ubezpieczonego pojazdu mechanicznego bez wymaganego uprawnienia, 6) wskutek prowadzenia pojazdu nie posiadającego ważnego badania technicznego potwierdzonego odpowiednim wpisem w dokumencie pojazdu, 7) podczas uczestnictwa w rajdach, wyścigach, pokazach, konkursach lub innych imprezach sportowych oraz treningach z udziałem ubezpieczonego pojazdu, 8) podczas wykorzystywania ubezpieczonego pojazdu jako rekwizytu. 2. Ponadto ochrona ubezpieczeniowa nie obejmuje: 1) nieszczęśliwych wypadków, które są skutkiem pozostawania ubezpieczonego w stanie nietrzeźwości lub pod wpływem narkotyków albo innych środków odurzających, 2) infekcji, z wyjątkiem zakażenia ubezpieczonego mikroorganizmem chorobotwórczym w wyniku ran odniesionych w wypadku, 3) zawałów serca i udarów mózgu. (7, 4, 471, 1340)
injury-percent-cell: 15 (843, 744, 955, 761)
persons-method-cell: suma ubezpieczenia x 2 / 9 (629, 255, 955, 268)
para-43-1: następstwa nieszczęśliwych wypadków kierowcy i pasażerów ubezpieczonego pojazdu związane z jego używaniem, w następującym zakresie: (18, 960, 470, 981)
injury-percent-cell: 6 (843, 1000, 955, 1017)
para-45-4: znajdujących się w pojeździe w chwili wypadku, suma ubezpieczenia przypadająca na każdą osobę jest równa podwojonej wartości sumy ubezpieczenia określonej w ust. 1, podzielonej przez liczbę osób. (500, 94, 955, 115)
table-row (490, 641, 955, 658)
persons-table-header-count: Liczba osób w pojeździe (490, 140, 630, 153)
list-item (7, 1165, 470, 1186)
table-row (490, 949, 955, 966)
list-item (7, 1331, 470, 1341)
section-40-heading: § 40 (230, 717, 247, 727)
list-item-text: wskutek prowadzenia pojazdu nie posiadającego ważnego badania technicznego potwierdzonego odpowiednim wpisem w dokumencie pojazdu, (39, 1227, 470, 1247)
